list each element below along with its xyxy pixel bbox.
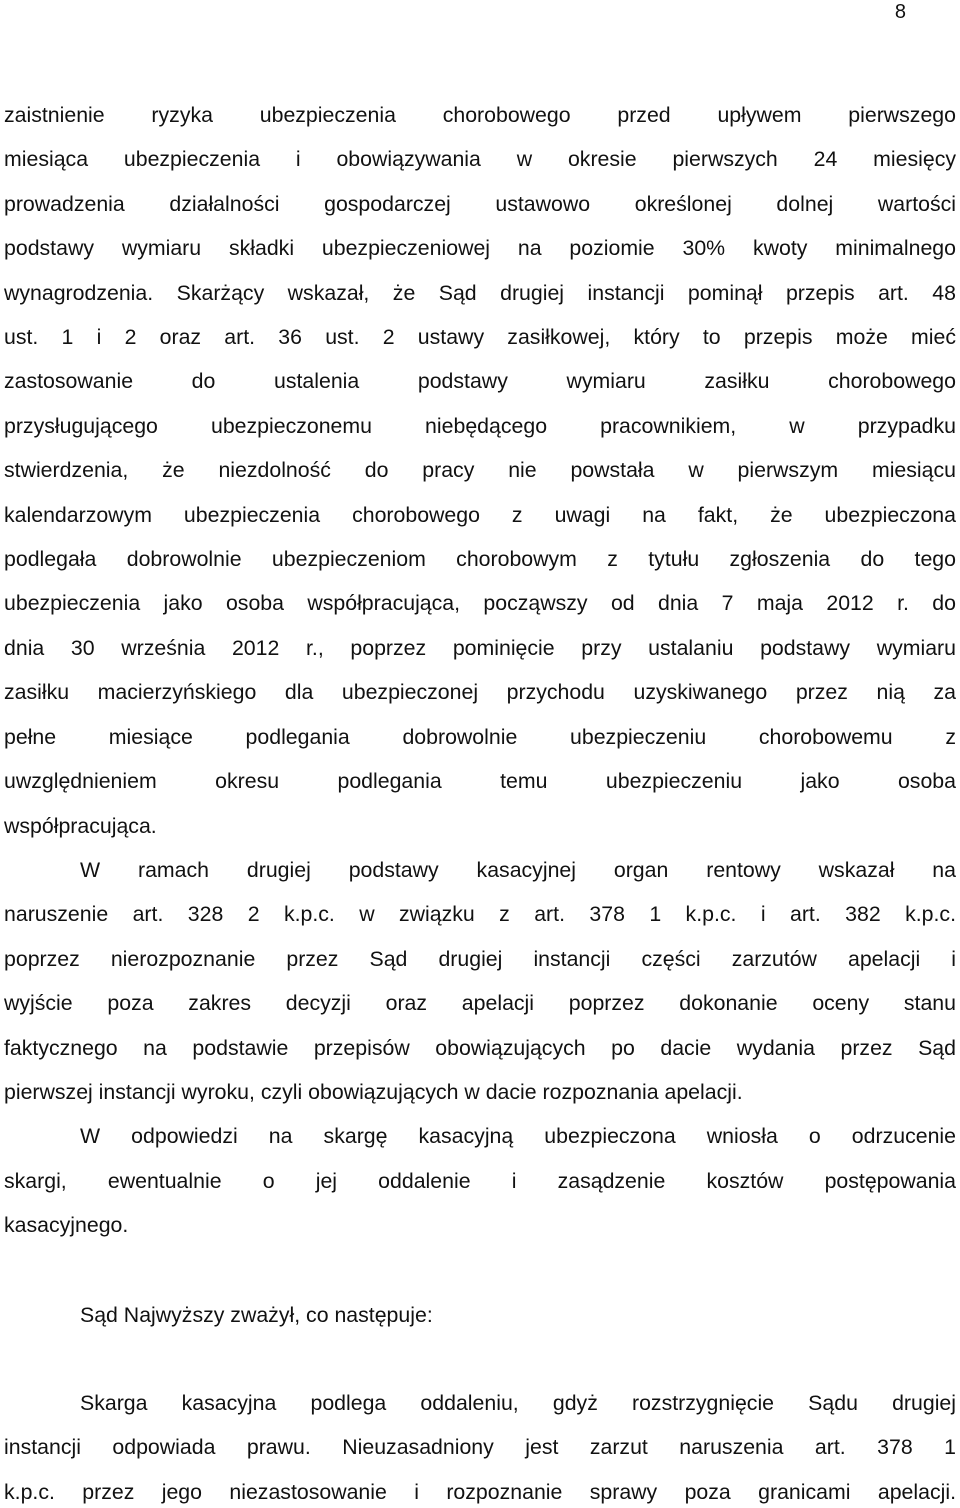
text-line: pełne miesiące podlegania dobrowolnie ubezpieczeniu chorobowemu z bbox=[4, 725, 956, 749]
text-line: ubezpieczenia jako osoba współpracująca, począwszy od dnia 7 maja 2012 r. do bbox=[4, 591, 956, 615]
text-line: pierwszej instancji wyroku, czyli obowiązujących w dacie rozpoznania apelacji. bbox=[4, 1080, 743, 1104]
text-line: wyjście poza zakres decyzji oraz apelacji poprzez dokonanie oceny stanu bbox=[4, 991, 956, 1015]
text-line: zaistnienie ryzyka ubezpieczenia chorobowego przed upływem pierwszego bbox=[4, 103, 956, 127]
text-line: współpracująca. bbox=[4, 814, 157, 838]
text-line: kasacyjnego. bbox=[4, 1213, 129, 1237]
text-line: kalendarzowym ubezpieczenia chorobowego z uwagi na fakt, że ubezpieczona bbox=[4, 503, 956, 527]
text-line: przysługującego ubezpieczonemu niebędącego pracownikiem, w przypadku bbox=[4, 414, 956, 438]
text-line: wynagrodzenia. Skarżący wskazał, że Sąd drugiej instancji pominął przepis art. 48 bbox=[4, 281, 956, 305]
text-line: zasiłku macierzyńskiego dla ubezpieczonej przychodu uzyskiwanego przez nią za bbox=[4, 680, 956, 704]
section-heading: Sąd Najwyższy zważył, co następuje: bbox=[80, 1303, 433, 1327]
text-line: stwierdzenia, że niezdolność do pracy nie powstała w pierwszym miesiącu bbox=[4, 458, 956, 482]
text-line: miesiąca ubezpieczenia i obowiązywania w okresie pierwszych 24 miesięcy bbox=[4, 147, 956, 171]
text-line: k.p.c. przez jego niezastosowanie i rozpoznanie sprawy poza granicami apelacji. bbox=[4, 1480, 956, 1504]
text-line: prowadzenia działalności gospodarczej ustawowo określonej dolnej wartości bbox=[4, 192, 956, 216]
text-line: instancji odpowiada prawu. Nieuzasadniony jest zarzut naruszenia art. 378 1 bbox=[4, 1435, 956, 1459]
text-line: W odpowiedzi na skargę kasacyjną ubezpieczona wniosła o odrzucenie bbox=[80, 1124, 956, 1148]
text-line: dnia 30 września 2012 r., poprzez pominięcie przy ustalaniu podstawy wymiaru bbox=[4, 636, 956, 660]
text-line: W ramach drugiej podstawy kasacyjnej organ rentowy wskazał na bbox=[80, 858, 956, 882]
text-line: skargi, ewentualnie o jej oddalenie i zasądzenie kosztów postępowania bbox=[4, 1169, 956, 1193]
text-line: faktycznego na podstawie przepisów obowiązujących po dacie wydania przez Sąd bbox=[4, 1036, 956, 1060]
page-number: 8 bbox=[894, 1, 906, 23]
text-line: Skarga kasacyjna podlega oddaleniu, gdyż rozstrzygnięcie Sądu drugiej bbox=[80, 1391, 956, 1415]
text-line: podlegała dobrowolnie ubezpieczeniom chorobowym z tytułu zgłoszenia do tego bbox=[4, 547, 956, 571]
text-line: poprzez nierozpoznanie przez Sąd drugiej instancji części zarzutów apelacji i bbox=[4, 947, 956, 971]
text-line: zastosowanie do ustalenia podstawy wymiaru zasiłku chorobowego bbox=[4, 369, 956, 393]
text-line: podstawy wymiaru składki ubezpieczeniowej na poziomie 30% kwoty minimalnego bbox=[4, 236, 956, 260]
text-line: uwzględnieniem okresu podlegania temu ubezpieczeniu jako osoba bbox=[4, 769, 956, 793]
text-line: naruszenie art. 328 2 k.p.c. w związku z art. 378 1 k.p.c. i art. 382 k.p.c. bbox=[4, 902, 956, 926]
text-line: ust. 1 i 2 oraz art. 36 ust. 2 ustawy zasiłkowej, który to przepis może mieć bbox=[4, 325, 956, 349]
